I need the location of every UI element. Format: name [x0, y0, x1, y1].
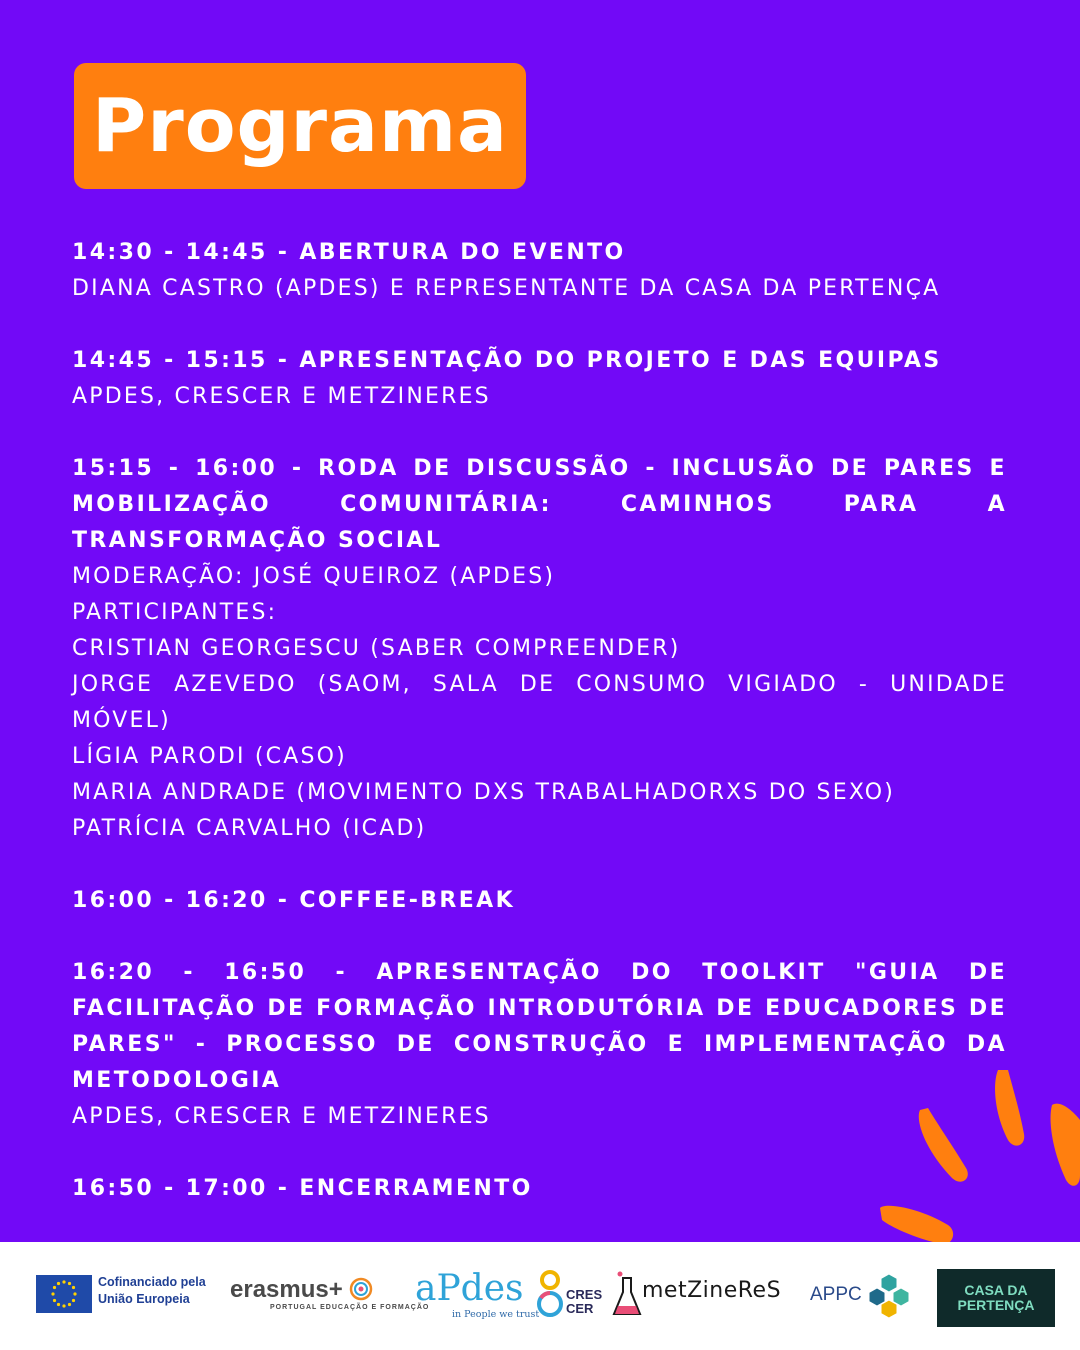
- program-item-detail: MARIA ANDRADE (MOVIMENTO DXS TRABALHADORXS DO SEXO): [72, 780, 895, 805]
- program-item-discussion: [72, 451, 1007, 847]
- program-item-toolkit: [72, 955, 1007, 1135]
- program-item-detail: JORGE AZEVEDO (SAOM, SALA DE CONSUMO VIGIADO - UNIDADE MÓVEL): [72, 672, 1007, 733]
- program-list: [72, 235, 1007, 1243]
- program-item-detail: APDES, CRESCER E METZINERES: [72, 1104, 491, 1129]
- casa-text-line: CASA DA: [964, 1282, 1028, 1298]
- program-item-opening: [72, 235, 1007, 307]
- program-item-detail: APDES, CRESCER E METZINERES: [72, 384, 491, 409]
- eu-text-line: Cofinanciado pela: [98, 1275, 206, 1289]
- flask-icon: [612, 1270, 642, 1320]
- hexagon-cluster-icon: [866, 1272, 912, 1320]
- program-item-heading: 16:20 - 16:50 - APRESENTAÇÃO DO TOOLKIT "GUIA DE FACILITAÇÃO DE FORMAÇÃO INTRODUTÓRIA DE EDUCADORES DE PARES" - PROCESSO DE CONSTRUÇÃO E IMPLEMENTAÇÃO DA METODOLOGIA: [72, 960, 1007, 1093]
- eu-text-line: União Europeia: [98, 1292, 190, 1306]
- crescer-text-line: CRES: [566, 1287, 603, 1302]
- casa-text-line: PERTENÇA: [957, 1297, 1035, 1313]
- sunburst-decoration-icon: [880, 1060, 1080, 1250]
- program-item-heading: 15:15 - 16:00 - RODA DE DISCUSSÃO - INCLUSÃO DE PARES E MOBILIZAÇÃO COMUNITÁRIA: CAMINHOS PARA A TRANSFORMAÇÃO SOCIAL: [72, 456, 1007, 553]
- program-item-heading: 14:45 - 15:15 - APRESENTAÇÃO DO PROJETO E DAS EQUIPAS: [72, 348, 942, 373]
- program-item-detail: CRISTIAN GEORGESCU (SABER COMPREENDER): [72, 636, 681, 661]
- erasmus-logo: erasmus+: [230, 1276, 343, 1303]
- program-item-coffee-break: [72, 883, 1007, 919]
- program-item-detail: LÍGIA PARODI (CASO): [72, 744, 347, 769]
- program-item-heading: 14:30 - 14:45 - ABERTURA DO EVENTO: [72, 240, 626, 265]
- page-title: Programa: [91, 83, 508, 169]
- program-item-detail: MODERAÇÃO: JOSÉ QUEIROZ (APDES): [72, 564, 556, 589]
- eu-cofunding-label: [98, 1274, 206, 1308]
- erasmus-swirl-icon: [348, 1276, 374, 1302]
- partner-logos-footer: [0, 1242, 1080, 1350]
- crescer-logo: [566, 1288, 602, 1316]
- metzineres-logo: metZineReS: [642, 1278, 782, 1303]
- crescer-text-line: CER: [566, 1301, 594, 1316]
- program-item-presentation: [72, 343, 1007, 415]
- erasmus-sub-label: PORTUGAL EDUCAÇÃO E FORMAÇÃO: [270, 1304, 430, 1311]
- title-badge: [74, 63, 526, 189]
- program-item-detail: PARTICIPANTES:: [72, 600, 278, 625]
- appc-logo: APPC: [810, 1284, 862, 1305]
- program-item-closing: [72, 1171, 1007, 1207]
- apdes-tagline: in People we trust: [452, 1309, 540, 1320]
- casa-da-pertenca-logo: [937, 1269, 1055, 1327]
- program-item-heading: 16:50 - 17:00 - ENCERRAMENTO: [72, 1176, 533, 1201]
- program-item-detail: PATRÍCIA CARVALHO (ICAD): [72, 816, 427, 841]
- program-item-heading: 16:00 - 16:20 - COFFEE-BREAK: [72, 888, 516, 913]
- crescer-figure-icon: [536, 1268, 564, 1320]
- apdes-logo: aPdes: [415, 1268, 524, 1309]
- eu-flag-icon: [36, 1275, 92, 1313]
- program-item-detail: DIANA CASTRO (APDES) E REPRESENTANTE DA CASA DA PERTENÇA: [72, 276, 941, 301]
